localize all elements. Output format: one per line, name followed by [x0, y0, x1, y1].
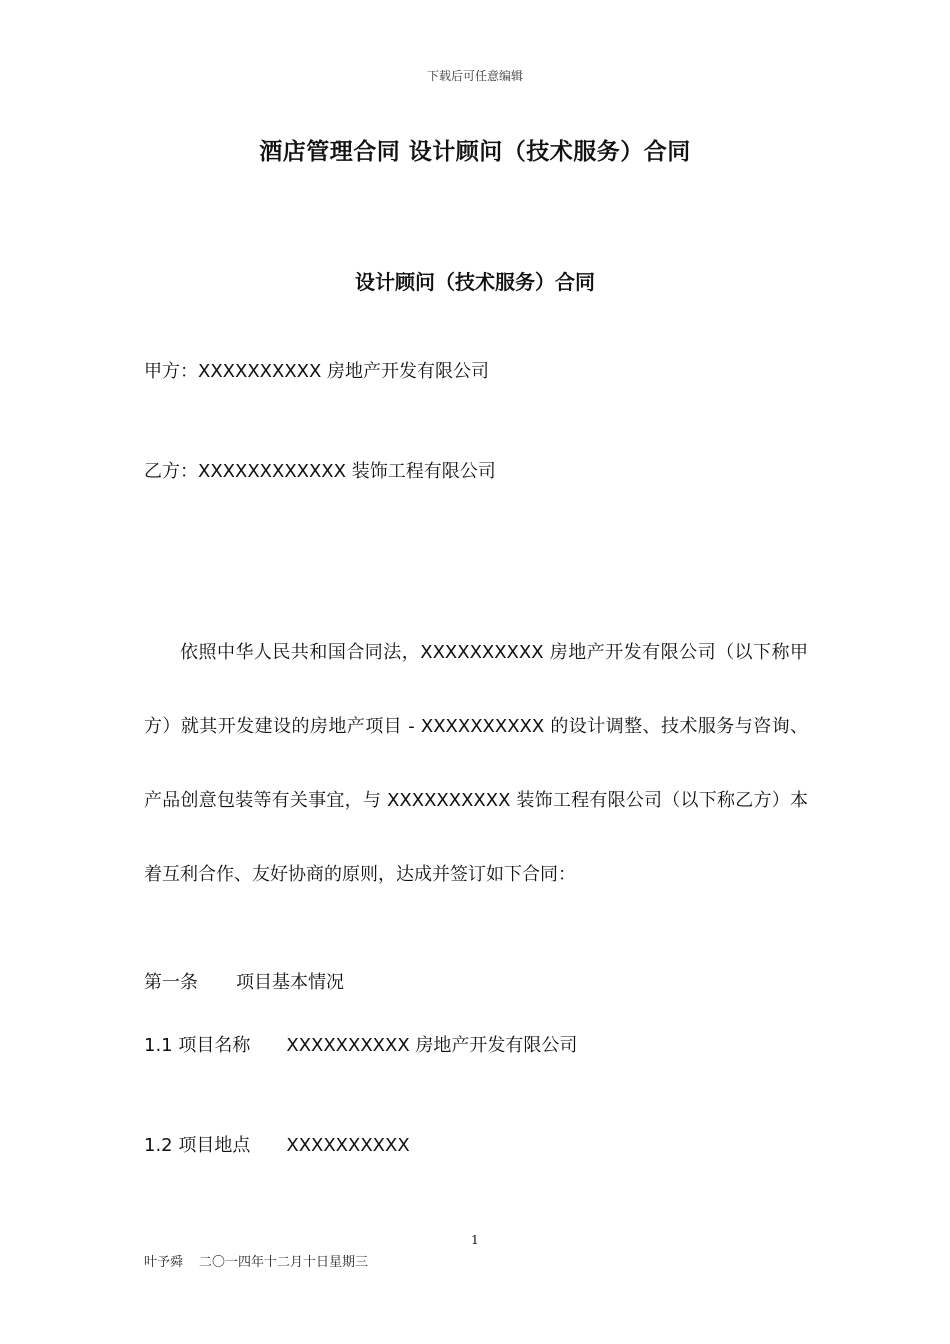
- document-subtitle: 设计顾问（技术服务）合同: [355, 270, 595, 294]
- footer-author: 叶予舜: [144, 1255, 184, 1270]
- article-title: 项目基本情况: [236, 972, 344, 993]
- item-1-2-value: XXXXXXXXXX: [286, 1135, 410, 1156]
- footer-date: 二〇一四年十二月十日星期三: [199, 1255, 369, 1270]
- intro-paragraph: 依照中华人民共和国合同法，XXXXXXXXXX 房地产开发有限公司（以下称甲方）就其开发建设的房地产项目 - XXXXXXXXXX 的设计调整、技术服务与咨询、产品创意包装等有关事宜，与 XXXXXXXXXX 装饰工程有限公司（以下称乙方）本着互利合作、友好协商的原则，达成并签订如下合同：: [144, 642, 808, 885]
- footer: [144, 1251, 368, 1270]
- article-number: 第一条: [144, 972, 198, 993]
- item-1-1: [144, 1031, 577, 1057]
- page-number: 1: [471, 1233, 479, 1247]
- document-title: 酒店管理合同 设计顾问（技术服务）合同: [259, 139, 691, 165]
- party-a-line: 甲方：XXXXXXXXXX 房地产开发有限公司: [144, 361, 490, 382]
- header-note: 下载后可任意编辑: [426, 69, 523, 83]
- item-1-2: [144, 1131, 410, 1157]
- item-1-2-label: 1.2 项目地点: [144, 1135, 251, 1156]
- article-1-heading: [144, 968, 344, 994]
- item-1-1-value: XXXXXXXXXX 房地产开发有限公司: [286, 1035, 578, 1056]
- item-1-1-label: 1.1 项目名称: [144, 1035, 251, 1056]
- party-b-line: 乙方：XXXXXXXXXXXX 装饰工程有限公司: [144, 461, 496, 482]
